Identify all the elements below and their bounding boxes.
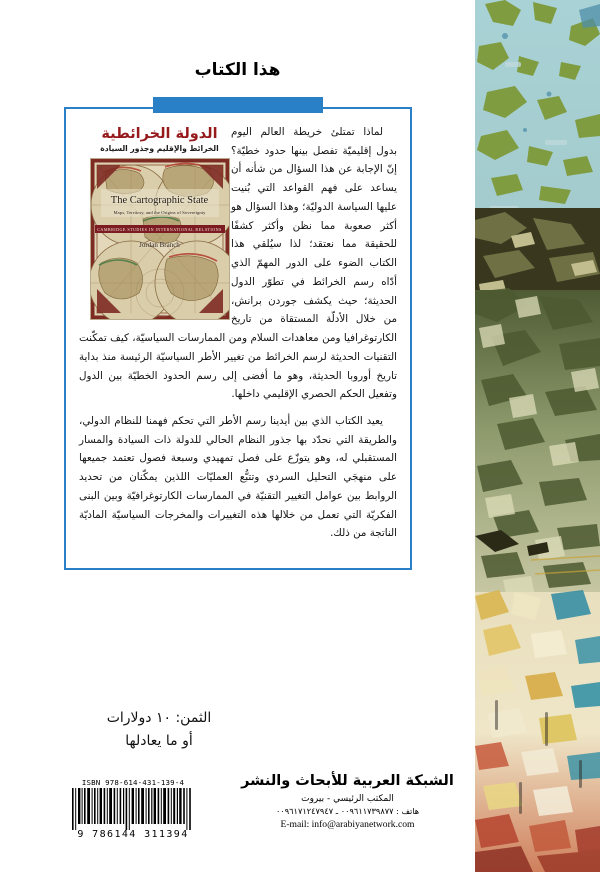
blurb-frame-inner [66,109,410,555]
publisher-phone: هاتف : ٠٠٩٦١١٧٣٩٨٧٧ ـ ٠٠٩٦١٧١٢٤٧٩٤٧ [275,805,420,816]
price-line-1: الثمن: ١٠ دولارات [106,710,212,726]
price-block [64,707,254,753]
cover-author-name: Jordan Branch [139,241,180,250]
barcode-digits: 9 786144 311394 [77,829,189,840]
cover-series-banner: CAMBRIDGE STUDIES IN INTERNATIONAL RELATIONS [95,225,225,233]
book-cover-thumbnail [90,158,230,320]
art-strip-gutter [467,0,475,872]
book-arabic-title: الدولة الخرائطية [101,126,218,142]
blurb-paragraph-1: لماذا تمتلئ خريطة العالم اليوم بدول إقليميّة تفصل بينها حدود خطيّة؟ إنّ الإجابة عن هذا السؤال من شأنه أن يساعد على فهم القواعد التي بُنيت عليها السياسة الدوليّة؛ وهذا السؤال هو أكثر صعوبة مما نظن وأكثر كشفًا للحقيقة مما نعتقد؛ لذا سيُلقي هذا الكتاب الضوء على الدور المهمّ الذي أدّاه رسم الخرائط في تطوّر الدول الحديثة؛ حيث يكشف جوردن برانش، من خلال الأدلّة المستقاة من تاريخ الكارتوغرافيا ومن معاهدات السلام ومن الممارسات السياسيّة، كيف تمكّنت التقنيات الحديثة لرسم الخرائط من تغيير الأطر السياسيّة الرئيسة منذ بداية تاريخ أوروبا الحديثة، وهو ما أفضى إلى رسم الحدود الخطيّة بين الدول وتفعيل الحكم الحصري الإقليمي داخلها. [79,126,397,401]
isbn-label: ISBN 978-614-431-139-4 [81,778,185,787]
blurb-paragraph-2: يعيد الكتاب الذي بين أيدينا رسم الأطر التي تحكم فهمنا للنظام الدولي، والطريقة التي نحدّد بها جذور النظام الحالي للدولة ذات السيادة والمسار المستقبلي له، وهو يتوزّع على فصل تمهيدي وسبعة فصول تعتمد جميعها على منهجَي التحليل السردي وتتبُّع العمليّات اللذين يمكّنان من تحديد الروابط بين عوامل التغيير التقنيّة في الممارسات الكارتوغرافيّة وبين البنى الفكريّة التي تعمل من خلالها هذه التغييرات والمخرجات السياسيّة الماديّة الناتجة من ذلك. [79,415,397,540]
cover-english-subtitle: Maps, Territory, and the Origins of Sovereignty [113,210,206,216]
cover-english-title: The Cartographic State [110,195,209,207]
decorative-art-strip [475,0,600,872]
isbn-block [68,778,198,840]
publisher-block [215,772,480,830]
publisher-office: المكتب الرئيسي - بيروت [301,793,394,804]
barcode-icon [70,788,196,830]
cover-title-group [91,195,229,215]
publisher-name: الشبكة العربية للأبحاث والنشر [241,773,454,789]
antique-map-artwork [91,159,229,319]
book-arabic-subtitle: الخرائط والإقليم وجذور السيادة [100,144,219,154]
publisher-email: E-mail: info@arabiyanetwork.com [280,818,415,830]
price-line-2: أو ما يعادلها [125,733,193,750]
book-cover-block [88,125,231,320]
blurb-frame [64,107,412,570]
page-title: هذا الكتاب [194,60,281,80]
